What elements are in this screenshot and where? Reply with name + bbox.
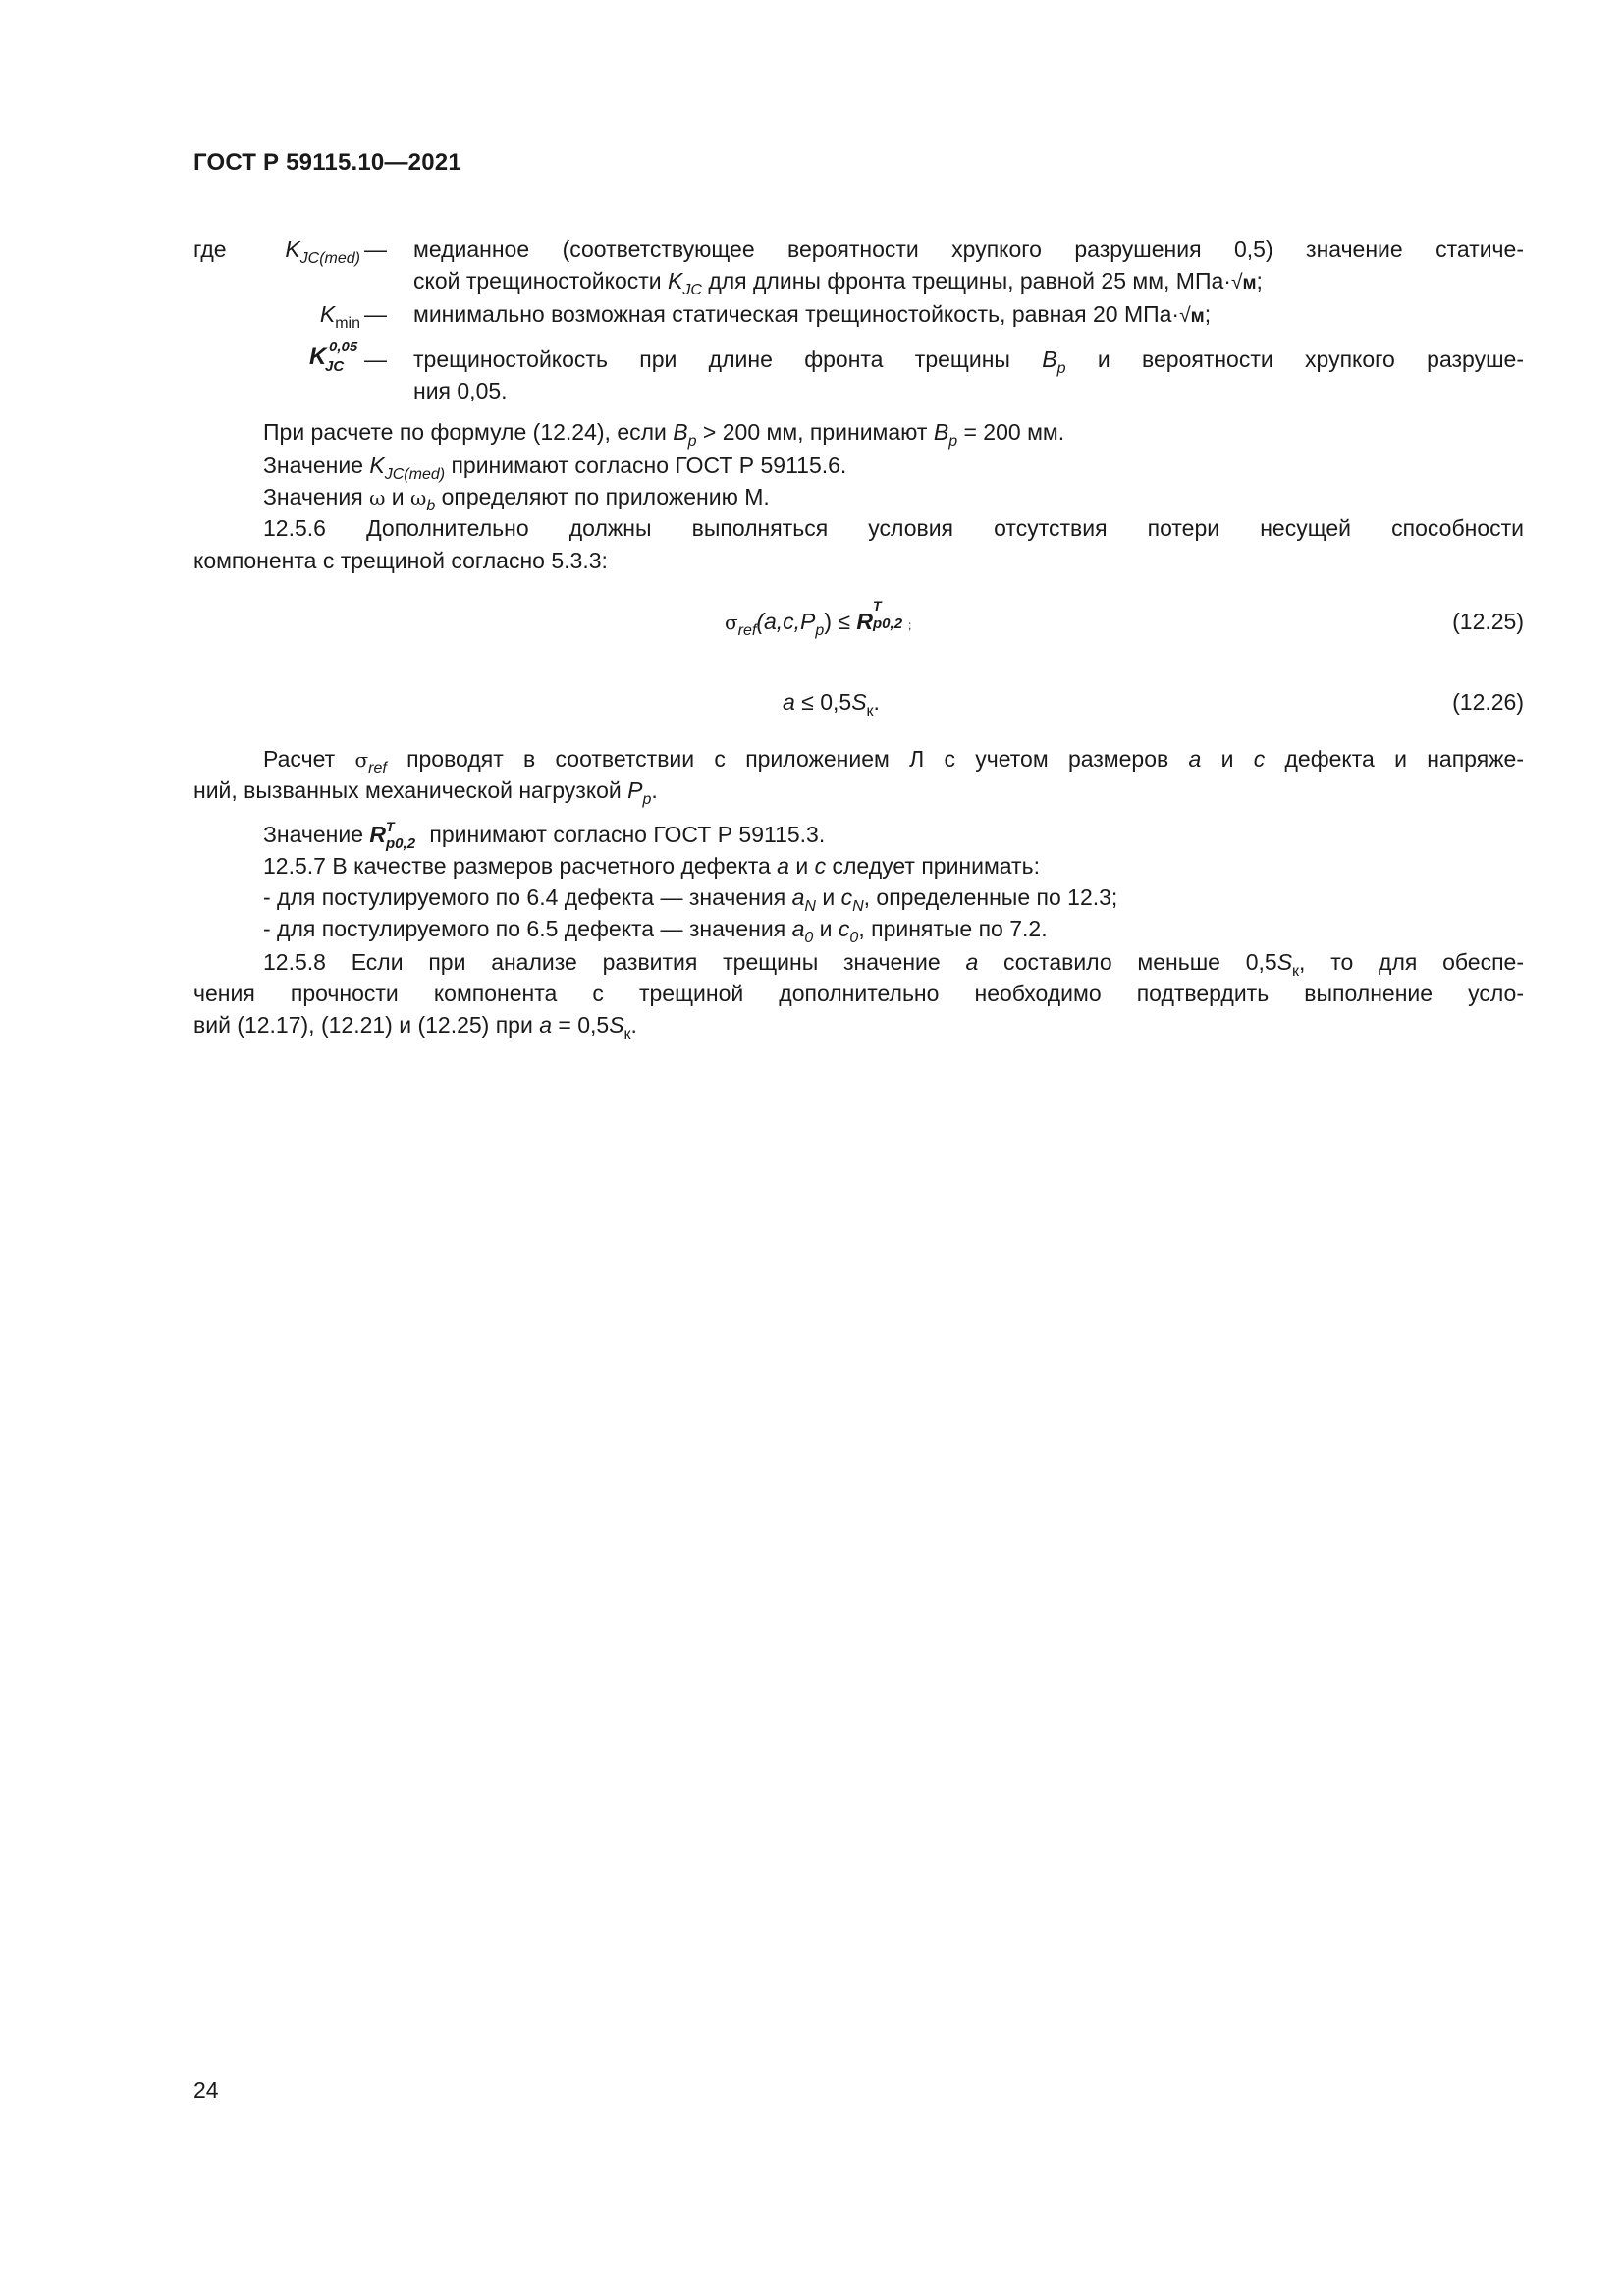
paragraph-rp02: Значение R T p0,2 принимают согласно ГОСТ Р 59115.3. [263,819,826,852]
definition-prefix: где [193,237,227,262]
paragraph-1258-line2: чения прочности компонента с трещиной дополнительно необходимо подтвердить выполнение усло- [193,981,1524,1006]
equation-number: (12.26) [1452,689,1524,715]
page-number: 24 [193,2077,219,2103]
equation-12-26: $a \le 0,5S_к$. [783,689,880,720]
paragraph-sigma-ref-line2: ний, вызванных механической нагрузкой $P_p$. [193,777,658,808]
definition-symbol-kmin: $K_{min}$ [319,301,360,332]
definition-text-line: медианное (соответствующее вероятности хрупкого разрушения 0,5) значение статиче- [413,237,1524,262]
definition-text-line: ской трещиностойкости $K_{JC}$ для длины фронта трещины, равной 25 мм, МПа·√м; [413,268,1263,298]
paragraph-sigma-ref-line1: Расчет $\sigma_{ref}$ проводят в соответствии с приложением Л с учетом размеров a и c дефекта и напряже- [263,746,1525,776]
definition-symbol-kjc-005: K 0,05 JC [309,339,358,375]
definition-text-line: ния 0,05. [413,378,508,403]
paragraph-1257: 12.5.7 В качестве размеров расчетного дефекта a и c следует принимать: [263,853,1040,879]
paragraph-formula-1224: При расчете по формуле (12.24), если $B_p > 200$ мм, принимают $B_p = 200$ мм. [263,419,1065,450]
paragraph-1256-line2: компонента с трещиной согласно 5.3.3: [193,548,608,573]
paragraph-omega: Значения ω и $\omega_b$ определяют по приложению М. [263,484,770,514]
paragraph-1258-line3: вий (12.17), (12.21) и (12.25) при $a = 0,5S_к$. [193,1012,637,1042]
paragraph-1256-line1: 12.5.6 Дополнительно должны выполняться условия отсутствия потери несущей способности [263,515,1524,541]
definition-dash: — [364,301,387,327]
definition-dash: — [364,237,387,262]
equation-number: (12.25) [1452,609,1524,634]
definition-dash: — [364,347,387,372]
definition-text-line: трещиностойкость при длине фронта трещины $B_p$ и вероятности хрупкого разруше- [413,347,1524,377]
list-item: - для постулируемого по 6.4 дефекта — значения $a_N$ и $c_N$, определенные по 12.3; [263,884,1118,915]
equation-12-25: $\sigma_{ref}(a,c,P_p) \le R$ T p0,2 ; [725,598,912,639]
definition-text-line: минимально возможная статическая трещиностойкость, равная 20 МПа·√м; [413,301,1212,327]
list-item: - для постулируемого по 6.5 дефекта — значения $a_0$ и $c_0$, принятые по 7.2. [263,916,1048,946]
document-header: ГОСТ Р 59115.10—2021 [193,149,461,176]
sqrt-icon: √ [1230,271,1243,294]
paragraph-kjc-med: Значение $K_{JC(med)}$ принимают согласно ГОСТ Р 59115.6. [263,453,847,483]
sqrt-icon: √ [1179,304,1191,327]
definition-symbol-kjc-med: $K_{JC(med)}$ [285,237,360,267]
paragraph-1258-line1: 12.5.8 Если при анализе развития трещины значение a составило меньше $0,5S_к$, то для обеспе- [263,949,1525,980]
